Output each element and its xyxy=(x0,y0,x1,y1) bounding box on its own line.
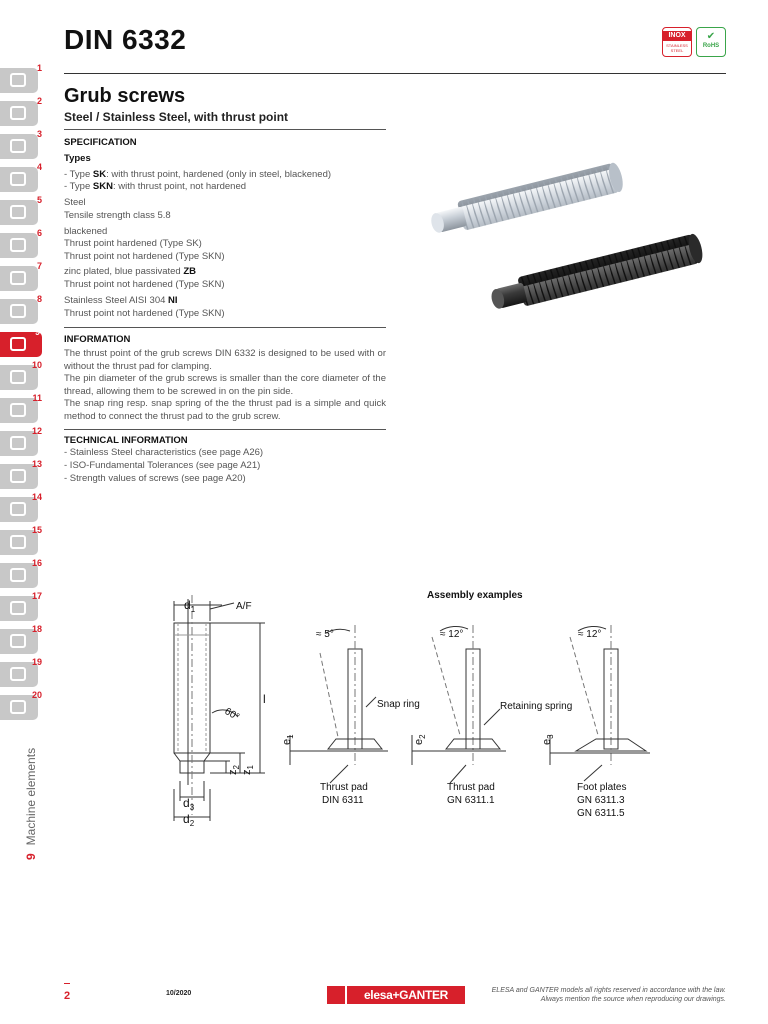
assembly-part-label: Retaining spring xyxy=(500,701,573,712)
chapter-glyph-icon xyxy=(10,535,26,549)
divider xyxy=(64,129,386,130)
chapter-label: 9Machine elements xyxy=(24,747,38,860)
chapter-tab-icon xyxy=(0,200,38,225)
assembly-caption: GN 6311.1 xyxy=(447,795,495,806)
assembly-caption: Thrust pad xyxy=(320,782,368,793)
sidebar-item-number: 1 xyxy=(36,63,42,73)
sidebar-item-number: 5 xyxy=(36,195,42,205)
chapter-glyph-icon xyxy=(10,370,26,384)
sidebar-item-18[interactable] xyxy=(0,623,46,656)
page-number: 2 xyxy=(64,990,71,1002)
sidebar-item-13[interactable] xyxy=(0,458,46,491)
information-paragraph: The pin diameter of the grub screws is smaller than the core diameter of the thread, allowing them to be screwed in on the pin side. xyxy=(64,373,386,397)
chapter-tab-icon xyxy=(0,68,38,93)
assembly-title: Assembly examples xyxy=(427,590,523,601)
sidebar-item-number: 15 xyxy=(31,525,42,535)
chapter-glyph-icon xyxy=(10,337,26,351)
types-heading: Types xyxy=(64,153,91,164)
chapter-glyph-icon xyxy=(10,700,26,714)
footer-legal: ELESA and GANTER models all rights reserved in accordance with the law. Always mention the source when reproducing our drawings. xyxy=(491,987,726,1003)
type-sk-line: - Type SK: with thrust point, hardened (only in steel, blackened) xyxy=(64,169,332,180)
sidebar-item-12[interactable] xyxy=(0,425,46,458)
sidebar-item-number: 9 xyxy=(34,327,40,337)
sidebar-item-6[interactable] xyxy=(0,227,46,260)
chapter-glyph-icon xyxy=(10,469,26,483)
sidebar-item-5[interactable] xyxy=(0,194,46,227)
footer-date: 10/2020 xyxy=(166,990,192,997)
sidebar-item-14[interactable] xyxy=(0,491,46,524)
chapter-tab-icon xyxy=(0,266,38,291)
assembly-caption: GN 6311.5 xyxy=(577,808,625,819)
chapter-glyph-icon xyxy=(10,568,26,582)
sidebar-item-3[interactable] xyxy=(0,128,46,161)
dim-d3: $d_3$ xyxy=(183,796,195,812)
chapter-glyph-icon xyxy=(10,238,26,252)
assembly-caption: DIN 6311 xyxy=(322,795,364,806)
type-skn-line: - Type SKN: with thrust point, not hardened xyxy=(64,181,247,192)
finish-zinc: zinc plated, blue passivated ZB xyxy=(64,266,197,277)
chapter-tab-icon xyxy=(0,299,38,324)
chapter-glyph-icon xyxy=(10,403,26,417)
thrust-point-skn: Thrust point not hardened (Type SKN) xyxy=(64,279,225,290)
assembly-caption: Foot plates xyxy=(577,782,627,793)
assembly-part-label: Snap ring xyxy=(377,699,420,710)
thrust-point-skn: Thrust point not hardened (Type SKN) xyxy=(64,308,225,319)
sidebar-item-number: 14 xyxy=(31,492,42,502)
technical-item: - Strength values of screws (see page A20) xyxy=(64,473,246,484)
assembly-angle: ≈ 5° xyxy=(316,629,334,640)
assembly-example-2 xyxy=(412,625,506,783)
header-divider xyxy=(64,73,726,74)
technical-item: - Stainless Steel characteristics (see page A26) xyxy=(64,447,264,458)
dim-d2: $d_2$ xyxy=(183,812,195,828)
finish-blackened: blackened xyxy=(64,226,108,237)
assembly-angle: ≈ 12° xyxy=(440,629,464,640)
sidebar-item-number: 4 xyxy=(36,162,42,172)
sidebar-item-number: 18 xyxy=(31,624,42,634)
inox-badge-icon: INOX STAINLESS STEEL xyxy=(662,27,692,57)
thrust-point-sk: Thrust point hardened (Type SK) xyxy=(64,238,202,249)
sidebar-item-10[interactable] xyxy=(0,359,46,392)
sidebar-item-2[interactable] xyxy=(0,95,46,128)
assembly-angle: ≈ 12° xyxy=(578,629,602,640)
dim-l: l xyxy=(263,692,266,706)
chapter-tab-icon xyxy=(0,134,38,159)
information-heading: INFORMATION xyxy=(64,334,131,345)
sidebar-item-number: 3 xyxy=(36,129,42,139)
technical-item: - ISO-Fundamental Tolerances (see page A21) xyxy=(64,460,261,471)
sidebar-item-number: 16 xyxy=(31,558,42,568)
assembly-e-dim: $e_2$ xyxy=(413,734,427,745)
chapter-glyph-icon xyxy=(10,172,26,186)
divider xyxy=(64,429,386,430)
chapter-glyph-icon xyxy=(10,667,26,681)
sidebar-item-20[interactable] xyxy=(0,689,46,722)
technical-drawing xyxy=(150,585,650,830)
assembly-e-dim: $e_3$ xyxy=(541,734,555,745)
assembly-caption: GN 6311.3 xyxy=(577,795,625,806)
chapter-glyph-icon xyxy=(10,436,26,450)
chapter-tab-icon xyxy=(0,167,38,192)
product-photo xyxy=(420,150,720,350)
thrust-point-skn: Thrust point not hardened (Type SKN) xyxy=(64,251,225,262)
chapter-glyph-icon xyxy=(10,634,26,648)
sidebar-item-number: 10 xyxy=(31,360,42,370)
sidebar-item-16[interactable] xyxy=(0,557,46,590)
sidebar-item-9[interactable] xyxy=(0,326,46,359)
page-title: DIN 6332 xyxy=(64,24,187,55)
tensile-strength: Tensile strength class 5.8 xyxy=(64,210,171,221)
assembly-caption: Thrust pad xyxy=(447,782,495,793)
sidebar-item-4[interactable] xyxy=(0,161,46,194)
sidebar-item-number: 13 xyxy=(31,459,42,469)
sidebar-item-number: 19 xyxy=(31,657,42,667)
dim-z2: $z_2$ xyxy=(227,765,241,775)
sidebar-item-number: 12 xyxy=(31,426,42,436)
sidebar-item-1[interactable] xyxy=(0,62,46,95)
sidebar-item-number: 7 xyxy=(36,261,42,271)
chapter-glyph-icon xyxy=(10,73,26,87)
black-grub-screw-image xyxy=(488,233,705,314)
sidebar-item-17[interactable] xyxy=(0,590,46,623)
sidebar-item-number: 17 xyxy=(31,591,42,601)
product-title: Grub screws xyxy=(64,85,186,107)
elesa-ganter-logo: elesa+GANTER xyxy=(327,986,465,1004)
chapter-tab-icon xyxy=(0,233,38,258)
sidebar-item-15[interactable] xyxy=(0,524,46,557)
chapter-glyph-icon xyxy=(10,304,26,318)
chapter-glyph-icon xyxy=(10,205,26,219)
product-subtitle: Steel / Stainless Steel, with thrust point xyxy=(64,110,289,124)
chapter-glyph-icon xyxy=(10,601,26,615)
information-paragraph: The snap ring resp. snap spring of the the thrust pad is a simple and quick method to connect the thrust pad to the grub screw. xyxy=(64,398,386,422)
rohs-badge-icon: ✔ RoHS xyxy=(696,27,726,57)
chapter-glyph-icon xyxy=(10,271,26,285)
chapter-sidebar xyxy=(0,62,46,722)
dim-af: A/F xyxy=(236,601,252,612)
dim-angle: 60° xyxy=(222,706,242,724)
silver-grub-screw-image xyxy=(428,161,625,238)
material-stainless: Stainless Steel AISI 304 NI xyxy=(64,295,178,306)
sidebar-item-number: 6 xyxy=(36,228,42,238)
material-steel: Steel xyxy=(64,197,86,208)
sidebar-item-11[interactable] xyxy=(0,392,46,425)
sidebar-item-7[interactable] xyxy=(0,260,46,293)
sidebar-item-number: 11 xyxy=(32,393,42,403)
sidebar-item-number: 20 xyxy=(31,690,42,700)
specification-heading: SPECIFICATION xyxy=(64,137,137,148)
sidebar-item-19[interactable] xyxy=(0,656,46,689)
dim-d1: $d_1$ xyxy=(184,598,196,614)
information-paragraph: The thrust point of the grub screws DIN 6332 is designed to be used with or without the thrust pad for clamping. xyxy=(64,348,386,372)
sidebar-item-number: 2 xyxy=(36,96,42,106)
dim-z1: $z_1$ xyxy=(241,765,255,775)
sidebar-item-number: 8 xyxy=(36,294,42,304)
technical-heading: TECHNICAL INFORMATION xyxy=(64,435,188,446)
assembly-example-1 xyxy=(290,625,388,783)
chapter-tab-icon xyxy=(0,101,38,126)
sidebar-item-8[interactable] xyxy=(0,293,46,326)
chapter-glyph-icon xyxy=(10,106,26,120)
chapter-glyph-icon xyxy=(10,139,26,153)
assembly-e-dim: $e_1$ xyxy=(281,734,295,745)
chapter-glyph-icon xyxy=(10,502,26,516)
screw-dimension-drawing xyxy=(174,595,265,821)
logo-mark-icon xyxy=(327,986,345,1004)
divider xyxy=(64,327,386,328)
